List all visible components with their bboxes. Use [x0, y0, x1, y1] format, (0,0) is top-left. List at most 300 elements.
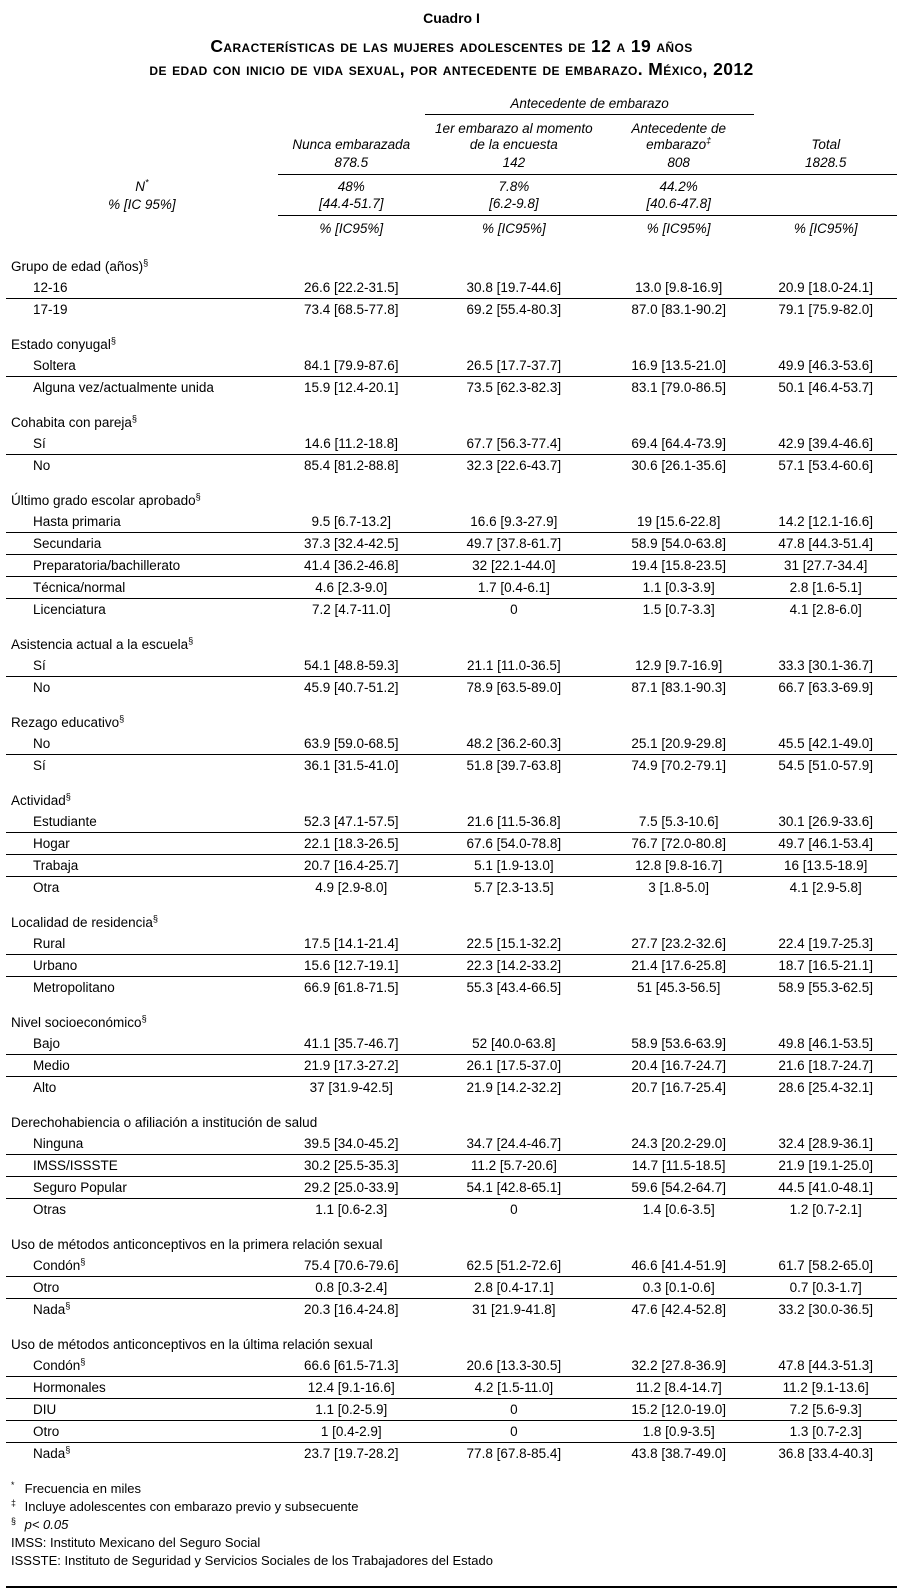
column-ci-value: [6.2-9.8]: [425, 195, 603, 216]
row-label: Alguna vez/actualmente unida: [6, 377, 278, 399]
section-header-row: [6, 698, 897, 733]
table-row: [6, 855, 897, 877]
cell-value: 74.9 [70.2-79.1]: [603, 755, 754, 777]
cell-value: 7.5 [5.3-10.6]: [638, 814, 719, 829]
cell-value: 15.6 [12.7-19.1]: [278, 955, 425, 977]
cell-value: 1.1 [0.3-3.9]: [603, 577, 754, 599]
cell-value: 22.1 [18.3-26.5]: [278, 833, 425, 855]
cell-value: 22.5 [15.1-32.2]: [466, 936, 562, 951]
cell-value: 5.7 [2.3-13.5]: [425, 877, 603, 899]
cell-value: 0: [425, 1199, 603, 1221]
table-row: [6, 277, 897, 299]
cell-value: 51.8 [39.7-63.8]: [425, 755, 603, 777]
cell-value: 59.6 [54.2-64.7]: [603, 1177, 754, 1199]
row-label: 12-16: [33, 280, 68, 295]
table-row: [6, 433, 897, 455]
cell-value: 19 [15.6-22.8]: [637, 514, 721, 529]
table-row: [6, 1377, 897, 1399]
column-percent-value: 48%: [337, 179, 365, 194]
column-subheader: % [IC95%]: [481, 221, 546, 236]
section-title: Nivel socioeconómico§: [11, 1013, 147, 1030]
cell-value: 20.4 [16.7-24.7]: [603, 1055, 754, 1077]
cell-value: 21.1 [11.0-36.5]: [467, 658, 561, 673]
table-row: [6, 355, 897, 377]
cell-value: 1.1 [0.2-5.9]: [278, 1399, 425, 1421]
row-label: No: [33, 736, 51, 751]
column-ci-value: [754, 195, 897, 216]
row-label: Condón§: [33, 1356, 86, 1373]
cell-value: 37 [31.9-42.5]: [278, 1077, 425, 1099]
cell-value: 1.3 [0.7-2.3]: [754, 1421, 897, 1443]
footnote-line: ‡ Incluye adolescentes con embarazo previo y subsecuente: [11, 1497, 359, 1514]
cell-value: 31 [27.7-34.4]: [754, 555, 897, 577]
cell-value: 0: [425, 599, 603, 621]
cell-value: 26.6 [22.2-31.5]: [303, 280, 399, 295]
cell-value: 32.2 [27.8-36.9]: [631, 1358, 726, 1373]
section-title: Rezago educativo§: [11, 713, 125, 730]
table-row: [6, 455, 897, 477]
section-title: Uso de métodos anticonceptivos en la primera relación sexual: [11, 1236, 383, 1252]
cell-value: 32.3 [22.6-43.7]: [425, 455, 603, 477]
column-group-row: [6, 95, 897, 115]
cell-value: 16.6 [9.3-27.9]: [470, 514, 558, 529]
row-label: Otro: [6, 1421, 278, 1443]
table-title-block: [6, 10, 897, 81]
cell-value: 15.2 [12.0-19.0]: [603, 1399, 754, 1421]
section-title: Asistencia actual a la escuela§: [11, 635, 194, 652]
cell-value: 69.4 [64.4-73.9]: [631, 436, 726, 451]
table-row: [6, 299, 897, 321]
row-label: Urbano: [6, 955, 278, 977]
table-section: [6, 398, 897, 476]
column-ci-row: [6, 195, 897, 216]
row-label: Hasta primaria: [33, 514, 121, 529]
section-title: Grupo de edad (años)§: [11, 257, 149, 274]
cell-value: 12.9 [9.7-16.9]: [635, 658, 723, 673]
table-row: [6, 1299, 897, 1321]
cell-value: 20.9 [18.0-24.1]: [778, 280, 873, 295]
cell-value: 75.4 [70.6-79.6]: [303, 1258, 399, 1273]
section-header-row: [6, 398, 897, 433]
row-label: Trabaja: [6, 855, 278, 877]
cell-value: 66.7 [63.3-69.9]: [754, 677, 897, 699]
table-row: [6, 755, 897, 777]
section-header-row: [6, 898, 897, 933]
cell-value: 83.1 [79.0-86.5]: [603, 377, 754, 399]
table-title-line1: Características de las mujeres adolescentes de 12 a 19 años: [210, 36, 693, 56]
cell-value: 31 [21.9-41.8]: [425, 1299, 603, 1321]
cell-value: 85.4 [81.2-88.8]: [278, 455, 425, 477]
cell-value: 2.8 [1.6-5.1]: [754, 577, 897, 599]
cell-value: 58.9 [55.3-62.5]: [754, 977, 897, 999]
cell-value: 7.2 [5.6-9.3]: [754, 1399, 897, 1421]
table-row: [6, 555, 897, 577]
cell-value: 20.7 [16.4-25.7]: [278, 855, 425, 877]
cell-value: 37.3 [32.4-42.5]: [278, 533, 425, 555]
table-section: [6, 898, 897, 998]
footnotes: [6, 1480, 897, 1570]
footnote-line: § p< 0.05: [11, 1515, 69, 1532]
cell-value: 26.1 [17.5-37.0]: [425, 1055, 603, 1077]
cell-value: 49.9 [46.3-53.6]: [778, 358, 873, 373]
row-label: Hogar: [6, 833, 278, 855]
cell-value: 0.3 [0.1-0.6]: [603, 1277, 754, 1299]
table-row: [6, 1399, 897, 1421]
table-row: [6, 1443, 897, 1465]
table-title-line2: de edad con inicio de vida sexual, por antecedente de embarazo. México, 2012: [149, 59, 754, 79]
section-title: Último grado escolar aprobado§: [11, 491, 201, 508]
row-label: Nada§: [6, 1443, 278, 1465]
table-row: [6, 577, 897, 599]
cell-value: 21.9 [14.2-32.2]: [425, 1077, 603, 1099]
column-n-value: 808: [603, 154, 754, 175]
row-label: Otras: [6, 1199, 278, 1221]
row-label: Secundaria: [6, 533, 278, 555]
cell-value: 79.1 [75.9-82.0]: [754, 299, 897, 321]
cell-value: 30.8 [19.7-44.6]: [466, 280, 562, 295]
footnote-line: * Frecuencia en miles: [11, 1479, 141, 1496]
cell-value: 21.4 [17.6-25.8]: [603, 955, 754, 977]
table-row: [6, 833, 897, 855]
section-header-row: [6, 1098, 897, 1133]
cell-value: 1.2 [0.7-2.1]: [754, 1199, 897, 1221]
ci-row-label: % [IC 95%]: [108, 196, 176, 212]
row-label: Preparatoria/bachillerato: [6, 555, 278, 577]
cell-value: 73.4 [68.5-77.8]: [278, 299, 425, 321]
row-label: Metropolitano: [6, 977, 278, 999]
cell-value: 49.7 [46.1-53.4]: [754, 833, 897, 855]
cell-value: 45.9 [40.7-51.2]: [278, 677, 425, 699]
cell-value: 32 [22.1-44.0]: [425, 555, 603, 577]
row-label: Estudiante: [33, 814, 97, 829]
row-label: Ninguna: [33, 1136, 84, 1151]
cell-value: 17.5 [14.1-21.4]: [303, 936, 399, 951]
table-section: [6, 698, 897, 776]
cell-value: 42.9 [39.4-46.6]: [778, 436, 873, 451]
row-label: Otra: [6, 877, 278, 899]
cell-value: 0: [425, 1399, 603, 1421]
section-title: Actividad§: [11, 791, 71, 808]
cell-value: 30.2 [25.5-35.3]: [278, 1155, 425, 1177]
column-subheader-row: [6, 216, 897, 243]
cell-value: 77.8 [67.8-85.4]: [425, 1443, 603, 1465]
cell-value: 50.1 [46.4-53.7]: [754, 377, 897, 399]
section-title: Localidad de residencia§: [11, 913, 158, 930]
column-subheader: % [IC95%]: [319, 221, 384, 236]
cell-value: 29.2 [25.0-33.9]: [278, 1177, 425, 1199]
column-percent-row: [6, 175, 897, 196]
cell-value: 66.6 [61.5-71.3]: [303, 1358, 399, 1373]
section-title: Derechohabiencia o afiliación a institución de salud: [11, 1114, 318, 1130]
cell-value: 11.2 [5.7-20.6]: [425, 1155, 603, 1177]
table-row: [6, 1155, 897, 1177]
column-header-row: [6, 115, 897, 155]
table-row: [6, 655, 897, 677]
column-subheader: % [IC95%]: [793, 221, 858, 236]
cell-value: 2.8 [0.4-17.1]: [425, 1277, 603, 1299]
cell-value: 66.9 [61.8-71.5]: [278, 977, 425, 999]
table-row: [6, 1055, 897, 1077]
table-row: [6, 933, 897, 955]
section-header-row: [6, 1320, 897, 1355]
row-label: Alto: [6, 1077, 278, 1099]
cell-value: 5.1 [1.9-13.0]: [425, 855, 603, 877]
cell-value: 69.2 [55.4-80.3]: [425, 299, 603, 321]
cell-value: 16 [13.5-18.9]: [754, 855, 897, 877]
cell-value: 58.9 [53.6-63.9]: [631, 1036, 726, 1051]
cell-value: 34.7 [24.4-46.7]: [466, 1136, 562, 1151]
cell-value: 43.8 [38.7-49.0]: [603, 1443, 754, 1465]
row-label: Técnica/normal: [6, 577, 278, 599]
table-row: [6, 955, 897, 977]
cell-value: 22.4 [19.7-25.3]: [778, 936, 873, 951]
cell-value: 61.7 [58.2-65.0]: [778, 1258, 873, 1273]
cell-value: 26.5 [17.7-37.7]: [466, 358, 562, 373]
cell-value: 36.1 [31.5-41.0]: [278, 755, 425, 777]
cell-value: 46.6 [41.4-51.9]: [631, 1258, 726, 1273]
data-table: [6, 95, 897, 1464]
row-label: No: [6, 455, 278, 477]
cell-value: 1.1 [0.6-2.3]: [278, 1199, 425, 1221]
column-subheader: % [IC95%]: [646, 221, 711, 236]
cell-value: 25.1 [20.9-29.8]: [631, 736, 726, 751]
cell-value: 76.7 [72.0-80.8]: [603, 833, 754, 855]
table-row: [6, 1355, 897, 1377]
table-row: [6, 533, 897, 555]
cell-value: 14.2 [12.1-16.6]: [778, 514, 873, 529]
table-row: [6, 1421, 897, 1443]
cell-value: 73.5 [62.3-82.3]: [425, 377, 603, 399]
table-row: [6, 1177, 897, 1199]
row-label: Otro: [6, 1277, 278, 1299]
footnote-text: ISSSTE: Instituto de Seguridad y Servicios Sociales de los Trabajadores del Estado: [11, 1553, 493, 1568]
cell-value: 23.7 [19.7-28.2]: [278, 1443, 425, 1465]
cell-value: 1 [0.4-2.9]: [278, 1421, 425, 1443]
cell-value: 63.9 [59.0-68.5]: [303, 736, 399, 751]
section-header-row: [6, 620, 897, 655]
cell-value: 33.2 [30.0-36.5]: [754, 1299, 897, 1321]
cell-value: 11.2 [9.1-13.6]: [754, 1377, 897, 1399]
cell-value: 12.4 [9.1-16.6]: [278, 1377, 425, 1399]
section-header-row: [6, 998, 897, 1033]
cell-value: 11.2 [8.4-14.7]: [603, 1377, 754, 1399]
cell-value: 54.1 [42.8-65.1]: [425, 1177, 603, 1199]
row-label: No: [6, 677, 278, 699]
row-label: Hormonales: [6, 1377, 278, 1399]
cell-value: 30.6 [26.1-35.6]: [603, 455, 754, 477]
table-row: [6, 1133, 897, 1155]
table-row: [6, 977, 897, 999]
cell-value: 33.3 [30.1-36.7]: [778, 658, 873, 673]
cell-value: 4.6 [2.3-9.0]: [278, 577, 425, 599]
table-section: [6, 620, 897, 698]
cell-value: 45.5 [42.1-49.0]: [778, 736, 873, 751]
cell-value: 41.4 [36.2-46.8]: [278, 555, 425, 577]
cell-value: 51 [45.3-56.5]: [603, 977, 754, 999]
cell-value: 4.1 [2.8-6.0]: [754, 599, 897, 621]
cell-value: 1.8 [0.9-3.5]: [603, 1421, 754, 1443]
column-percent-value: 7.8%: [498, 179, 530, 194]
row-label: Soltera: [33, 358, 76, 373]
cell-value: 1.7 [0.4-6.1]: [425, 577, 603, 599]
column-n-value: 142: [425, 154, 603, 175]
table-row: [6, 511, 897, 533]
footnote-line: [11, 1552, 897, 1570]
section-title: Estado conyugal§: [11, 335, 116, 352]
table-section: [6, 1098, 897, 1220]
footnote-text: IMSS: Instituto Mexicano del Seguro Social: [11, 1535, 261, 1550]
table-row: [6, 1255, 897, 1277]
section-title: Cohabita con pareja§: [11, 413, 137, 430]
cell-value: 52 [40.0-63.8]: [472, 1036, 556, 1051]
cell-value: 84.1 [79.9-87.6]: [303, 358, 399, 373]
cell-value: 14.6 [11.2-18.8]: [304, 436, 399, 451]
table-row: [6, 1277, 897, 1299]
cell-value: 55.3 [43.4-66.5]: [425, 977, 603, 999]
table-section: [6, 776, 897, 898]
cell-value: 62.5 [51.2-72.6]: [466, 1258, 562, 1273]
section-header-row: [6, 476, 897, 511]
cell-value: 21.9 [19.1-25.0]: [754, 1155, 897, 1177]
cell-value: 39.5 [34.0-45.2]: [303, 1136, 399, 1151]
table-section: [6, 1320, 897, 1464]
column-header-never-pregnant: Nunca embarazada: [292, 137, 411, 152]
table-row: [6, 1033, 897, 1055]
cell-value: 32.4 [28.9-36.1]: [778, 1136, 873, 1151]
cell-value: 49.8 [46.1-53.5]: [778, 1036, 873, 1051]
cell-value: 67.6 [54.0-78.8]: [425, 833, 603, 855]
cell-value: 24.3 [20.2-29.0]: [631, 1136, 726, 1151]
table-section: [6, 242, 897, 320]
section-title: Uso de métodos anticonceptivos en la última relación sexual: [11, 1336, 373, 1352]
section-header-row: [6, 242, 897, 277]
table-header: [6, 95, 897, 242]
cell-value: 20.6 [13.3-30.5]: [466, 1358, 562, 1373]
cell-value: 15.9 [12.4-20.1]: [278, 377, 425, 399]
table-row: [6, 1199, 897, 1221]
cell-value: 87.1 [83.1-90.3]: [603, 677, 754, 699]
column-ci-value: [40.6-47.8]: [603, 195, 754, 216]
cell-value: 87.0 [83.1-90.2]: [603, 299, 754, 321]
row-label: Sí: [6, 755, 278, 777]
footnote-line: [11, 1534, 897, 1552]
column-group-header: Antecedente de embarazo: [425, 95, 755, 115]
row-label: DIU: [6, 1399, 278, 1421]
cell-value: 18.7 [16.5-21.1]: [754, 955, 897, 977]
cell-value: 27.7 [23.2-32.6]: [631, 936, 726, 951]
row-label: Condón§: [33, 1256, 86, 1273]
cell-value: 13.0 [9.8-16.9]: [635, 280, 723, 295]
cell-value: 48.2 [36.2-60.3]: [466, 736, 562, 751]
column-percent-value: 44.2%: [659, 179, 698, 194]
cell-value: 67.7 [56.3-77.4]: [466, 436, 562, 451]
cell-value: 58.9 [54.0-63.8]: [603, 533, 754, 555]
footnote-text: Incluye adolescentes con embarazo previo y subsecuente: [24, 1499, 359, 1514]
cell-value: 49.7 [37.8-61.7]: [425, 533, 603, 555]
table-section: [6, 1220, 897, 1320]
cell-value: 20.7 [16.7-25.4]: [603, 1077, 754, 1099]
cell-value: 54.5 [51.0-57.9]: [754, 755, 897, 777]
table-section: [6, 476, 897, 620]
cell-value: 1.5 [0.7-3.3]: [603, 599, 754, 621]
column-percent-value: [754, 175, 897, 196]
row-label: Sí: [33, 658, 46, 673]
section-header-row: [6, 320, 897, 355]
cell-value: 21.6 [11.5-36.8]: [467, 814, 561, 829]
row-label: Licenciatura: [6, 599, 278, 621]
column-header-pregnancy-history: Antecedente de embarazo‡: [631, 121, 726, 152]
column-n-row: [6, 154, 897, 175]
cell-value: 78.9 [63.5-89.0]: [425, 677, 603, 699]
row-label: Seguro Popular: [6, 1177, 278, 1199]
cell-value: 22.3 [14.2-33.2]: [425, 955, 603, 977]
cell-value: 52.3 [47.1-57.5]: [303, 814, 399, 829]
cell-value: 0: [425, 1421, 603, 1443]
table-row: [6, 377, 897, 399]
table-row: [6, 677, 897, 699]
column-ci-value: [44.4-51.7]: [278, 195, 425, 216]
section-header-row: [6, 776, 897, 811]
cell-value: 4.2 [1.5-11.0]: [425, 1377, 603, 1399]
column-header-total: Total: [811, 137, 841, 152]
cell-value: 20.3 [16.4-24.8]: [278, 1299, 425, 1321]
cell-value: 12.8 [9.8-16.7]: [603, 855, 754, 877]
cell-value: 47.8 [44.3-51.3]: [778, 1358, 873, 1373]
section-header-row: [6, 1220, 897, 1255]
cell-value: 21.9 [17.3-27.2]: [278, 1055, 425, 1077]
cell-value: 28.6 [25.4-32.1]: [754, 1077, 897, 1099]
cell-value: 9.5 [6.7-13.2]: [311, 514, 392, 529]
table-row: [6, 811, 897, 833]
n-row-label: N*: [135, 177, 149, 194]
cell-value: 30.1 [26.9-33.6]: [778, 814, 873, 829]
cell-value: 0.8 [0.3-2.4]: [278, 1277, 425, 1299]
table-row: [6, 733, 897, 755]
row-label: Rural: [33, 936, 66, 951]
column-header-first-pregnancy: 1er embarazo al momento de la encuesta: [435, 121, 593, 152]
row-label: Medio: [6, 1055, 278, 1077]
cell-value: 21.6 [18.7-24.7]: [754, 1055, 897, 1077]
column-n-value: 878.5: [278, 154, 425, 175]
row-label: Nada§: [6, 1299, 278, 1321]
cell-value: 47.8 [44.3-51.4]: [754, 533, 897, 555]
cell-value: 16.9 [13.5-21.0]: [631, 358, 726, 373]
cell-value: 47.6 [42.4-52.8]: [603, 1299, 754, 1321]
footnote-text: Frecuencia en miles: [24, 1481, 141, 1496]
table-section: [6, 320, 897, 398]
row-label: Sí: [33, 436, 46, 451]
table-row: [6, 1077, 897, 1099]
cell-value: 0.7 [0.3-1.7]: [754, 1277, 897, 1299]
table-number: Cuadro I: [423, 10, 480, 26]
cell-value: 7.2 [4.7-11.0]: [278, 599, 425, 621]
table-row: [6, 877, 897, 899]
cell-value: 54.1 [48.8-59.3]: [303, 658, 399, 673]
cell-value: 41.1 [35.7-46.7]: [303, 1036, 399, 1051]
cell-value: 57.1 [53.4-60.6]: [754, 455, 897, 477]
table-section: [6, 998, 897, 1098]
cell-value: 36.8 [33.4-40.3]: [754, 1443, 897, 1465]
cell-value: 3 [1.8-5.0]: [603, 877, 754, 899]
row-label: 17-19: [6, 299, 278, 321]
row-label: Bajo: [33, 1036, 61, 1051]
cell-value: 4.1 [2.9-5.8]: [754, 877, 897, 899]
cell-value: 44.5 [41.0-48.1]: [754, 1177, 897, 1199]
cell-value: 4.9 [2.9-8.0]: [278, 877, 425, 899]
cell-value: 19.4 [15.8-23.5]: [603, 555, 754, 577]
column-n-value: 1828.5: [754, 154, 897, 175]
cell-value: 14.7 [11.5-18.5]: [603, 1155, 754, 1177]
